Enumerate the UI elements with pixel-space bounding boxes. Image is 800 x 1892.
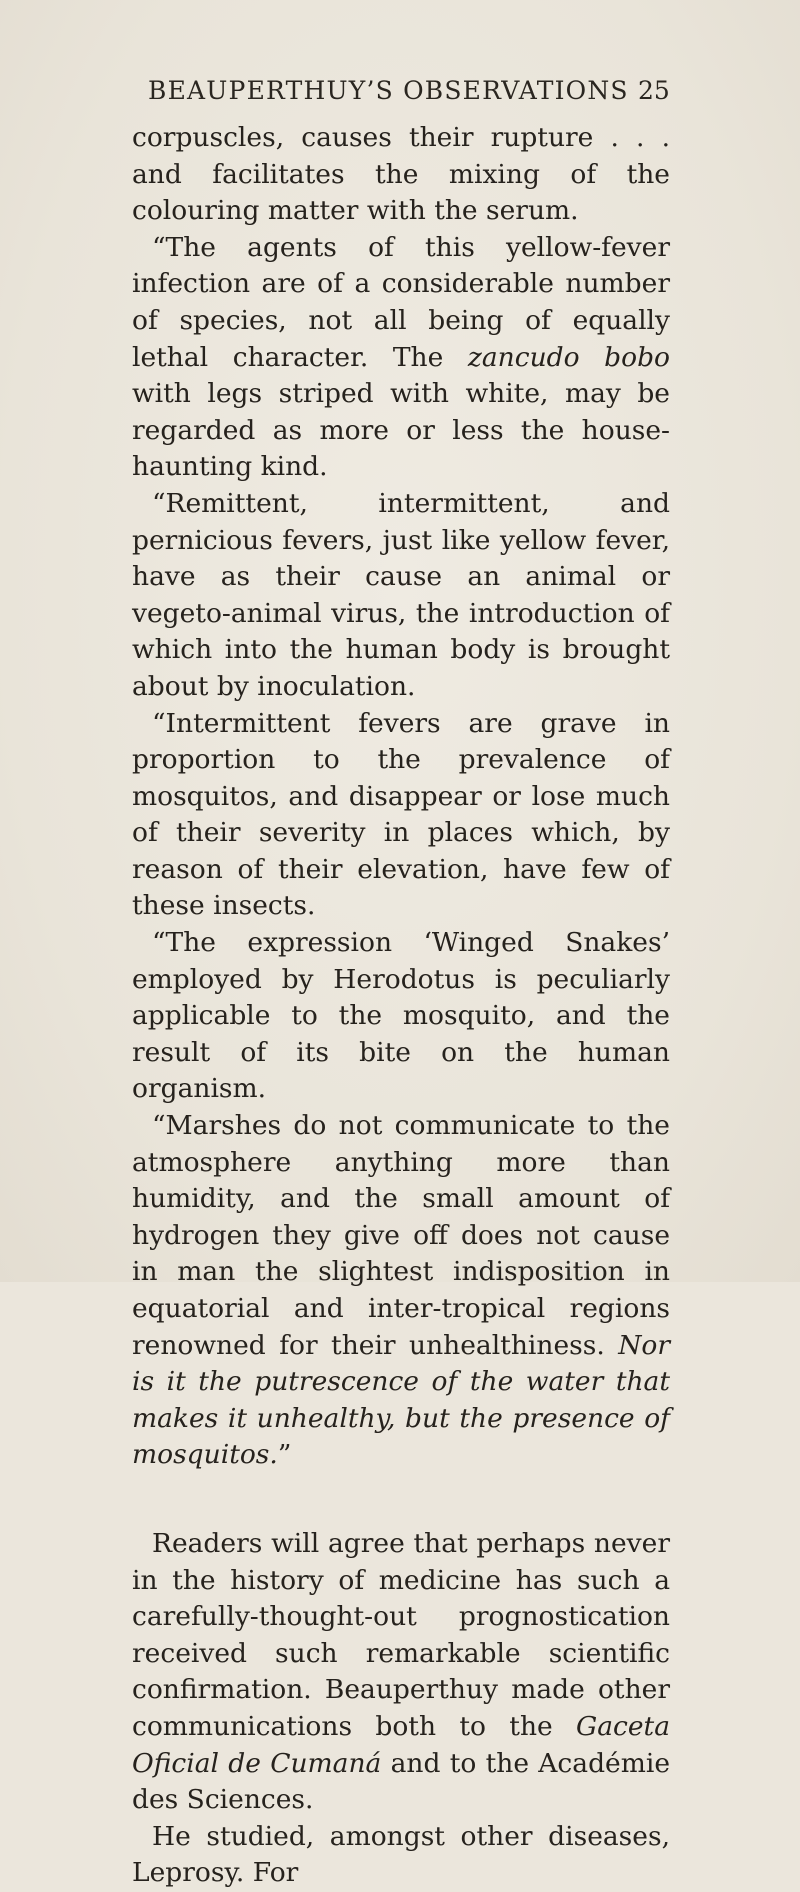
- paragraph-intermittent-fevers: “Intermittent fevers are grave in proportion to the prevalence of mosquitos, and disappear or lose much of their severity in places which, by reason of their elevation, have few of these insects.: [132, 707, 670, 922]
- paragraph-continuation: corpuscles, causes their rupture . . . and facilitates the mixing of the colouring matter with the serum.: [132, 122, 670, 227]
- running-head: [0, 76, 800, 116]
- paragraph-winged-snakes: “The expression ‘Winged Snakes’ employed by Herodotus is peculiarly applicable to the mosquito, and the result of its bite on the human organism.: [132, 927, 670, 1105]
- running-title: BEAUPERTHUY’S OBSERVATIONS: [148, 76, 629, 105]
- paragraph-marshes: “Marshes do not communicate to the atmosphere anything more than humidity, and the small amount of hydrogen they give off does not cause in man the slightest indisposition in equatorial and inter-tropical regions renowned for their unhealthiness. Nor is it the putrescence of the water that makes it unhealthy, but the presence of mosquitos.”: [132, 1110, 670, 1471]
- italic-publication: Gaceta Oficial de Cumaná: [132, 1710, 670, 1779]
- italic-term: zancudo bobo: [467, 341, 670, 373]
- paragraph-yellow-fever-agents: “The agents of this yellow-fever infection are of a considerable number of species, not all being of equally lethal character. The zancudo bobo with legs striped with white, may be regarded as more or less the house-haunting kind.: [132, 231, 670, 483]
- paragraph-readers-agree: Readers will agree that perhaps never in the history of medicine has such a carefully-thought-out prognostication received such remarkable scientific confirmation. Beauperthuy made other communications both to the Gaceta Oficial de Cumaná and to the Académie des Sciences.: [132, 1527, 670, 1816]
- paragraph-remittent-fevers: “Remittent, intermittent, and pernicious fevers, just like yellow fever, have as their cause an animal or vegeto-animal virus, the introduction of which into the human body is brought about by inoculation.: [132, 487, 670, 702]
- body-text: [132, 120, 670, 1892]
- paragraph-leprosy: He studied, amongst other diseases, Leprosy. For: [132, 1820, 670, 1889]
- italic-passage: Nor is it the putrescence of the water that makes it unhealthy, but the presence of mosquitos.: [132, 1329, 670, 1471]
- page-number: 25: [638, 76, 670, 105]
